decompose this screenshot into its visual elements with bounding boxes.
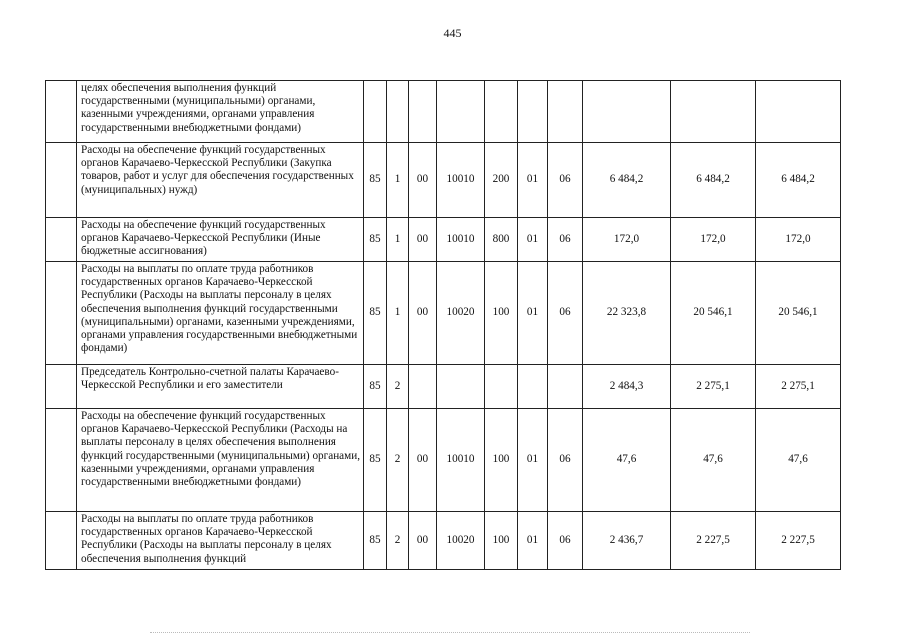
code-subsection: 06 bbox=[548, 409, 583, 512]
amount-year-3: 20 546,1 bbox=[756, 262, 841, 365]
code-direction: 10020 bbox=[437, 262, 485, 365]
code-direction: 10010 bbox=[437, 218, 485, 262]
code-program: 1 bbox=[387, 143, 409, 218]
code-ministry: 85 bbox=[364, 143, 387, 218]
amount-year-3 bbox=[756, 81, 841, 143]
code-section: 01 bbox=[518, 409, 548, 512]
code-subprogram: 00 bbox=[409, 218, 437, 262]
code-expense-type: 200 bbox=[485, 143, 518, 218]
row-description: Расходы на обеспечение функций государственных органов Карачаево-Черкесской Республики (Закупка товаров, работ и услуг для обеспечения государственных (муниципальных) нужд) bbox=[77, 143, 364, 218]
amount-year-3: 2 275,1 bbox=[756, 365, 841, 409]
code-ministry: 85 bbox=[364, 262, 387, 365]
row-description: Расходы на выплаты по оплате труда работников государственных органов Карачаево-Черкесской Республики (Расходы на выплаты персоналу в целях обеспечения выполнения функций bbox=[77, 512, 364, 570]
amount-year-1: 22 323,8 bbox=[583, 262, 671, 365]
table-row bbox=[46, 262, 841, 365]
code-program: 2 bbox=[387, 409, 409, 512]
code-expense-type: 800 bbox=[485, 218, 518, 262]
amount-year-1: 172,0 bbox=[583, 218, 671, 262]
code-expense-type: 100 bbox=[485, 409, 518, 512]
amount-year-2: 6 484,2 bbox=[671, 143, 756, 218]
code-ministry: 85 bbox=[364, 409, 387, 512]
table-row bbox=[46, 81, 841, 143]
empty-cell bbox=[46, 365, 77, 409]
code-subsection bbox=[548, 365, 583, 409]
row-description: Расходы на обеспечение функций государственных органов Карачаево-Черкесской Республики (Расходы на выплаты персоналу в целях обеспечения выполнения функций государственными (муниципальными) органами, казенными учреждениями, органами управления государственными внебюджетными фондами) bbox=[77, 409, 364, 512]
table-row bbox=[46, 365, 841, 409]
table-row bbox=[46, 143, 841, 218]
code-expense-type: 100 bbox=[485, 262, 518, 365]
table-row bbox=[46, 218, 841, 262]
empty-cell bbox=[46, 262, 77, 365]
code-subsection: 06 bbox=[548, 262, 583, 365]
code-subprogram: 00 bbox=[409, 143, 437, 218]
code-subprogram: 00 bbox=[409, 409, 437, 512]
empty-cell bbox=[46, 512, 77, 570]
table-body bbox=[46, 81, 841, 570]
code-program: 1 bbox=[387, 262, 409, 365]
code-direction bbox=[437, 365, 485, 409]
code-ministry bbox=[364, 81, 387, 143]
code-section: 01 bbox=[518, 512, 548, 570]
code-section: 01 bbox=[518, 218, 548, 262]
code-subprogram bbox=[409, 365, 437, 409]
amount-year-2: 172,0 bbox=[671, 218, 756, 262]
table-row bbox=[46, 409, 841, 512]
code-section: 01 bbox=[518, 262, 548, 365]
code-expense-type: 100 bbox=[485, 512, 518, 570]
budget-table bbox=[45, 80, 841, 570]
amount-year-2: 20 546,1 bbox=[671, 262, 756, 365]
code-direction: 10020 bbox=[437, 512, 485, 570]
code-subsection: 06 bbox=[548, 143, 583, 218]
amount-year-2: 47,6 bbox=[671, 409, 756, 512]
amount-year-3: 2 227,5 bbox=[756, 512, 841, 570]
code-section bbox=[518, 365, 548, 409]
amount-year-1: 6 484,2 bbox=[583, 143, 671, 218]
row-description: целях обеспечения выполнения функций государственными (муниципальными) органами, казенными учреждениями, органами управления государственными внебюджетными фондами) bbox=[77, 81, 364, 143]
code-section bbox=[518, 81, 548, 143]
code-expense-type bbox=[485, 365, 518, 409]
amount-year-2 bbox=[671, 81, 756, 143]
amount-year-1: 47,6 bbox=[583, 409, 671, 512]
empty-cell bbox=[46, 143, 77, 218]
code-subsection bbox=[548, 81, 583, 143]
amount-year-3: 47,6 bbox=[756, 409, 841, 512]
row-description: Расходы на обеспечение функций государственных органов Карачаево-Черкесской Республики (Иные бюджетные ассигнования) bbox=[77, 218, 364, 262]
code-program: 1 bbox=[387, 218, 409, 262]
code-subprogram: 00 bbox=[409, 512, 437, 570]
code-ministry: 85 bbox=[364, 218, 387, 262]
code-subsection: 06 bbox=[548, 512, 583, 570]
code-ministry: 85 bbox=[364, 365, 387, 409]
code-direction: 10010 bbox=[437, 143, 485, 218]
empty-cell bbox=[46, 81, 77, 143]
amount-year-1: 2 436,7 bbox=[583, 512, 671, 570]
row-description: Расходы на выплаты по оплате труда работников государственных органов Карачаево-Черкесской Республики (Расходы на выплаты персоналу в целях обеспечения выполнения функций государственными (муниципальными) органами, казенными учреждениями, органами управления государственными внебюджетными фондами) bbox=[77, 262, 364, 365]
scan-artifact bbox=[150, 632, 750, 634]
amount-year-1: 2 484,3 bbox=[583, 365, 671, 409]
row-description: Председатель Контрольно-счетной палаты Карачаево-Черкесской Республики и его заместители bbox=[77, 365, 364, 409]
page-number: 445 bbox=[443, 26, 462, 40]
empty-cell bbox=[46, 218, 77, 262]
code-program bbox=[387, 81, 409, 143]
code-subprogram: 00 bbox=[409, 262, 437, 365]
amount-year-1 bbox=[583, 81, 671, 143]
table-row bbox=[46, 512, 841, 570]
code-direction: 10010 bbox=[437, 409, 485, 512]
code-subsection: 06 bbox=[548, 218, 583, 262]
code-expense-type bbox=[485, 81, 518, 143]
empty-cell bbox=[46, 409, 77, 512]
code-direction bbox=[437, 81, 485, 143]
amount-year-3: 6 484,2 bbox=[756, 143, 841, 218]
code-subprogram bbox=[409, 81, 437, 143]
code-program: 2 bbox=[387, 365, 409, 409]
code-ministry: 85 bbox=[364, 512, 387, 570]
amount-year-3: 172,0 bbox=[756, 218, 841, 262]
code-program: 2 bbox=[387, 512, 409, 570]
code-section: 01 bbox=[518, 143, 548, 218]
amount-year-2: 2 275,1 bbox=[671, 365, 756, 409]
amount-year-2: 2 227,5 bbox=[671, 512, 756, 570]
